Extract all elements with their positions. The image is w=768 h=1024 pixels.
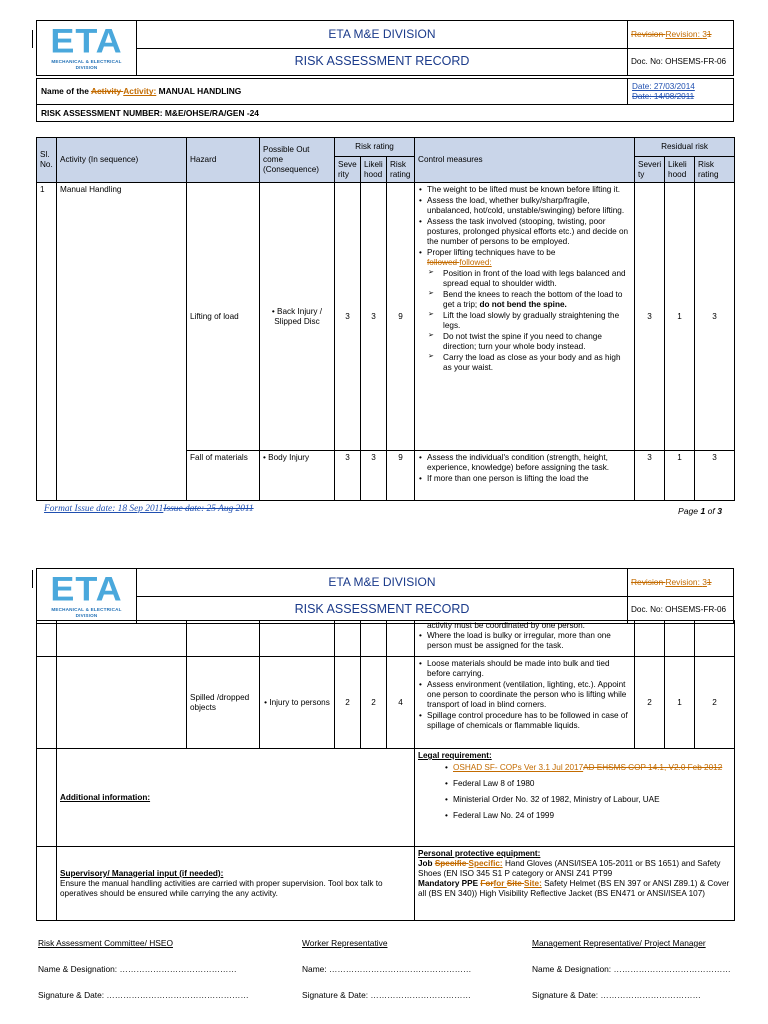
- table-row: [37, 749, 735, 847]
- control-list: [418, 185, 631, 268]
- ppe-for-old: For: [480, 879, 494, 888]
- row-activity: Manual Handling: [57, 183, 187, 501]
- name-label: Name of the: [41, 86, 91, 97]
- sig-col1-name: Name & Designation: ……………………………………: [38, 964, 237, 974]
- ra-number: RISK ASSESSMENT NUMBER: M&E/OHSE/RA/GEN -24: [37, 105, 734, 122]
- list-item: • Where the load is bulky or irregular, more than one person must be assigned for the task.: [418, 631, 631, 651]
- row2-res-risk: 3: [695, 451, 735, 501]
- sig-col2-name: Name: ……………………………………………: [302, 964, 472, 974]
- row3-controls: [415, 657, 635, 749]
- activity-new: Activity:: [123, 86, 157, 97]
- date-new: Date: 27/03/2014: [632, 81, 695, 91]
- ppe-specific-new: Specific:: [468, 859, 503, 868]
- revision-num-old: 1: [706, 29, 712, 40]
- table-row: [37, 621, 735, 657]
- row3-hazard: Spilled /dropped objects: [187, 657, 260, 749]
- followed-new: followed:: [459, 258, 492, 267]
- ppe-mand-text: Safety Helmet (BS EN 397 or ANSI Z89.1) & Cover all (BS EN 340)) High Visibility Reflective Jacket (BS EN471 or ANSI/ISEA 107): [418, 879, 730, 898]
- th-risk-rating: Risk rating: [335, 138, 415, 157]
- list-item: ➢ Carry the load as close as your body and as high as your waist.: [418, 353, 631, 373]
- revision-cell: [628, 21, 734, 49]
- ppe-cell: [415, 847, 735, 921]
- empty-cell: [57, 621, 187, 657]
- row-controls: [415, 183, 635, 451]
- th-residual: Residual risk: [635, 138, 735, 157]
- logo-letters: ETA: [50, 21, 123, 61]
- list-item: • If more than one person is lifting the load the: [418, 474, 631, 484]
- list-item: • Federal Law 8 of 1980: [444, 779, 731, 789]
- list-item: [444, 763, 731, 773]
- page-separator: [0, 530, 768, 560]
- sub-control-list: [418, 269, 631, 373]
- date-cell: [628, 79, 734, 105]
- page-num: 1: [700, 506, 706, 516]
- list-item: • Loose materials should be made into bulk and tied before carrying.: [418, 659, 631, 679]
- logo-cell: [37, 21, 137, 76]
- th-activity: Activity (In sequence): [57, 138, 187, 183]
- revision-new: Revision:: [665, 29, 703, 40]
- legal-cell: [415, 749, 735, 847]
- doc-no: Doc. No: OHSEMS-FR-06: [628, 48, 734, 76]
- record-title: RISK ASSESSMENT RECORD: [137, 48, 628, 76]
- cont-line: activity must be coordinated by one person.: [427, 621, 585, 630]
- row2-risk: 9: [387, 451, 415, 501]
- revision-new: Revision:: [665, 577, 703, 588]
- sig-col1-date: Signature & Date: ……………………………………………: [38, 990, 249, 1000]
- header-table: [36, 20, 734, 76]
- row3-severity: 2: [335, 657, 361, 749]
- list-item: [418, 290, 631, 310]
- revision-old: Revision: [631, 577, 666, 588]
- control-list: [418, 659, 631, 731]
- legal-old: AD EHSMS COP 14.1, V2.0 Feb 2012: [583, 763, 723, 772]
- empty-cell: [37, 847, 57, 921]
- logo-cell: [37, 569, 137, 624]
- page-2: [0, 560, 768, 1024]
- row-res-risk: 3: [695, 183, 735, 451]
- empty-cell: [37, 621, 57, 657]
- empty-cell: [387, 621, 415, 657]
- change-bar: [32, 30, 33, 48]
- doc-no: Doc. No: OHSEMS-FR-06: [628, 596, 734, 624]
- division-title: ETA M&E DIVISION: [137, 569, 628, 597]
- row-sl: 1: [37, 183, 57, 501]
- row2-res-severity: 3: [635, 451, 665, 501]
- logo-subtitle: MECHANICAL & ELECTRICAL DIVISION: [51, 59, 122, 70]
- revision-num-old: 1: [706, 577, 712, 588]
- change-bar: [32, 570, 33, 588]
- list-item: • Assess the individual's condition (strength, height, experience, knowledge) before assigning the task.: [418, 453, 631, 473]
- ppe-job-specific: [418, 859, 731, 879]
- row3-likelihood: 2: [361, 657, 387, 749]
- list-item: • Assess environment (ventilation, lighting, etc.). Appoint one person to coordinate the person who is lifting while transport of load in blind corners.: [418, 680, 631, 710]
- th-outcome: Possible Out come (Consequence): [260, 138, 335, 183]
- ppe-mandatory: [418, 879, 731, 899]
- additional-info-label: Additional information:: [57, 749, 415, 847]
- header-table-2: [36, 568, 734, 624]
- empty-cell: [695, 621, 735, 657]
- activity-name-cell: [37, 79, 628, 105]
- empty-cell: [335, 621, 361, 657]
- logo-letters: ETA: [50, 569, 123, 609]
- issue-date-new: Format Issue date: 18 Sep 2011: [44, 504, 164, 514]
- ppe-job: Job: [418, 859, 435, 868]
- sig-col2-date: Signature & Date: ………………………………: [302, 990, 471, 1000]
- bend-text: Bend the knees to reach the bottom of the load to get a trip;: [443, 290, 623, 309]
- th-risk: Risk rating: [387, 157, 415, 183]
- list-item: • Assess the load, whether bulky/sharp/fragile, unbalanced, hot/cold, unstable/swinging) before lifting.: [418, 196, 631, 216]
- list-item: [418, 248, 631, 268]
- th-res-risk: Risk rating: [695, 157, 735, 183]
- page-number: [678, 506, 722, 516]
- followed-old: followed: [427, 258, 460, 267]
- th-severity: Seve rity: [335, 157, 361, 183]
- activity-old: Activity: [90, 86, 124, 97]
- empty-cell: [37, 749, 57, 847]
- table-row: [37, 183, 735, 451]
- row-risk: 9: [387, 183, 415, 451]
- page-prefix: Page: [678, 506, 701, 516]
- sig-col2-head: Worker Representative: [302, 938, 388, 948]
- risk-table-continued: [36, 620, 735, 921]
- page-total: 3: [717, 506, 722, 516]
- supervisory-cell: [57, 847, 415, 921]
- sig-col3-name: Name & Designation: ……………………………………: [532, 964, 731, 974]
- row-likelihood: 3: [361, 183, 387, 451]
- list-item: ➢ Lift the load slowly by gradually straightening the legs.: [418, 311, 631, 331]
- page-of: of: [705, 506, 718, 516]
- th-likelihood: Likeli hood: [361, 157, 387, 183]
- list-item: • Spillage control procedure has to be followed in case of spillage of chemicals or flammable liquids.: [418, 711, 631, 731]
- control-list: [418, 631, 631, 651]
- th-res-likelihood: Likeli hood: [665, 157, 695, 183]
- supervisory-label: Supervisory/ Managerial input (if needed):: [60, 868, 224, 878]
- list-item: ➢ Do not twist the spine if you need to change direction; turn your whole body instead.: [418, 332, 631, 352]
- list-item: • Ministerial Order No. 32 of 1982, Ministry of Labour, UAE: [444, 795, 731, 805]
- legal-new: OSHAD SF- COPs Ver 3.1 Jul 2017: [453, 763, 584, 772]
- eta-logo: [40, 569, 133, 618]
- row2-likelihood: 3: [361, 451, 387, 501]
- empty-cell: [57, 657, 187, 749]
- list-item: • Assess the task involved (stooping, twisting, poor postures, prolonged physical efforts etc.) and decide on the number of persons to be employed.: [418, 217, 631, 247]
- format-issue-date: [44, 504, 304, 515]
- list-item: • Federal Law No. 24 of 1999: [444, 811, 731, 821]
- list-item: • The weight to be lifted must be known before lifting it.: [418, 185, 631, 195]
- date-old: Date: 14/08/2011: [632, 91, 695, 101]
- row-outcome: • Back Injury / Slipped Disc: [260, 183, 335, 451]
- revision-cell: [628, 569, 734, 597]
- ppe-mandatory-label: Mandatory PPE: [418, 879, 481, 888]
- sig-col3-date: Signature & Date: ………………………………: [532, 990, 701, 1000]
- legal-list: [418, 763, 731, 821]
- bend-bold: do not bend the spine.: [479, 300, 567, 309]
- ppe-site-new: Site:: [524, 879, 542, 888]
- cont-controls: [415, 621, 635, 657]
- row2-outcome: • Body Injury: [260, 451, 335, 501]
- legal-label: Legal requirement:: [418, 751, 492, 760]
- row3-res-severity: 2: [635, 657, 665, 749]
- logo-subtitle: MECHANICAL & ELECTRICAL DIVISION: [51, 607, 122, 618]
- row-hazard: Lifting of load: [187, 183, 260, 451]
- revision-num-new: 3: [702, 29, 707, 40]
- row2-hazard: Fall of materials: [187, 451, 260, 501]
- empty-cell: [665, 621, 695, 657]
- ppe-job-text: Hand Gloves (ANSI/ISEA 105-2011 or BS 1651) and Safety Shoes (EN ISO 345 S1 P category or ANSI Z41 PT99: [418, 859, 721, 878]
- th-sl-no: Sl. No.: [37, 138, 57, 183]
- risk-table: [36, 137, 735, 501]
- revision-old: Revision: [631, 29, 666, 40]
- ppe-label: Personal protective equipment:: [418, 849, 541, 858]
- empty-cell: [187, 621, 260, 657]
- th-hazard: Hazard: [187, 138, 260, 183]
- th-control: Control measures: [415, 138, 635, 183]
- row3-outcome: • Injury to persons: [260, 657, 335, 749]
- empty-cell: [37, 657, 57, 749]
- revision-num-new: 3: [702, 577, 707, 588]
- ppe-site-old: Site: [506, 879, 525, 888]
- row2-res-likelihood: 1: [665, 451, 695, 501]
- activity-value: MANUAL HANDLING: [156, 86, 242, 97]
- supervisory-text: Ensure the manual handling activities are carried with proper supervision. Tool box talk to operatives should be ensured while carrying the any activity.: [60, 878, 383, 898]
- eta-logo: [40, 21, 133, 70]
- row2-severity: 3: [335, 451, 361, 501]
- table-row: [37, 657, 735, 749]
- row-res-likelihood: 1: [665, 183, 695, 451]
- row3-risk: 4: [387, 657, 415, 749]
- row3-res-likelihood: 1: [665, 657, 695, 749]
- activity-name-table: [36, 78, 734, 122]
- control-list: [418, 453, 631, 484]
- ppe-specific-old: Specific: [434, 859, 469, 868]
- row2-controls: [415, 451, 635, 501]
- empty-cell: [260, 621, 335, 657]
- empty-cell: [361, 621, 387, 657]
- row-res-severity: 3: [635, 183, 665, 451]
- division-title: ETA M&E DIVISION: [137, 21, 628, 49]
- sig-col1-head: Risk Assessment Committee/ HSEO: [38, 938, 173, 948]
- row-severity: 3: [335, 183, 361, 451]
- empty-cell: [635, 621, 665, 657]
- row3-res-risk: 2: [695, 657, 735, 749]
- record-title: RISK ASSESSMENT RECORD: [137, 596, 628, 624]
- ppe-for-new: for: [493, 879, 507, 888]
- th-res-severity: Severi ty: [635, 157, 665, 183]
- table-row: [37, 847, 735, 921]
- sig-col3-head: Management Representative/ Project Manager: [532, 938, 706, 948]
- list-item: ➢ Position in front of the load with legs balanced and spread equal to shoulder width.: [418, 269, 631, 289]
- proper-lifting-text: Proper lifting techniques have to be: [427, 248, 556, 257]
- issue-date-old: Issue date: 25 Aug 2011: [163, 504, 254, 514]
